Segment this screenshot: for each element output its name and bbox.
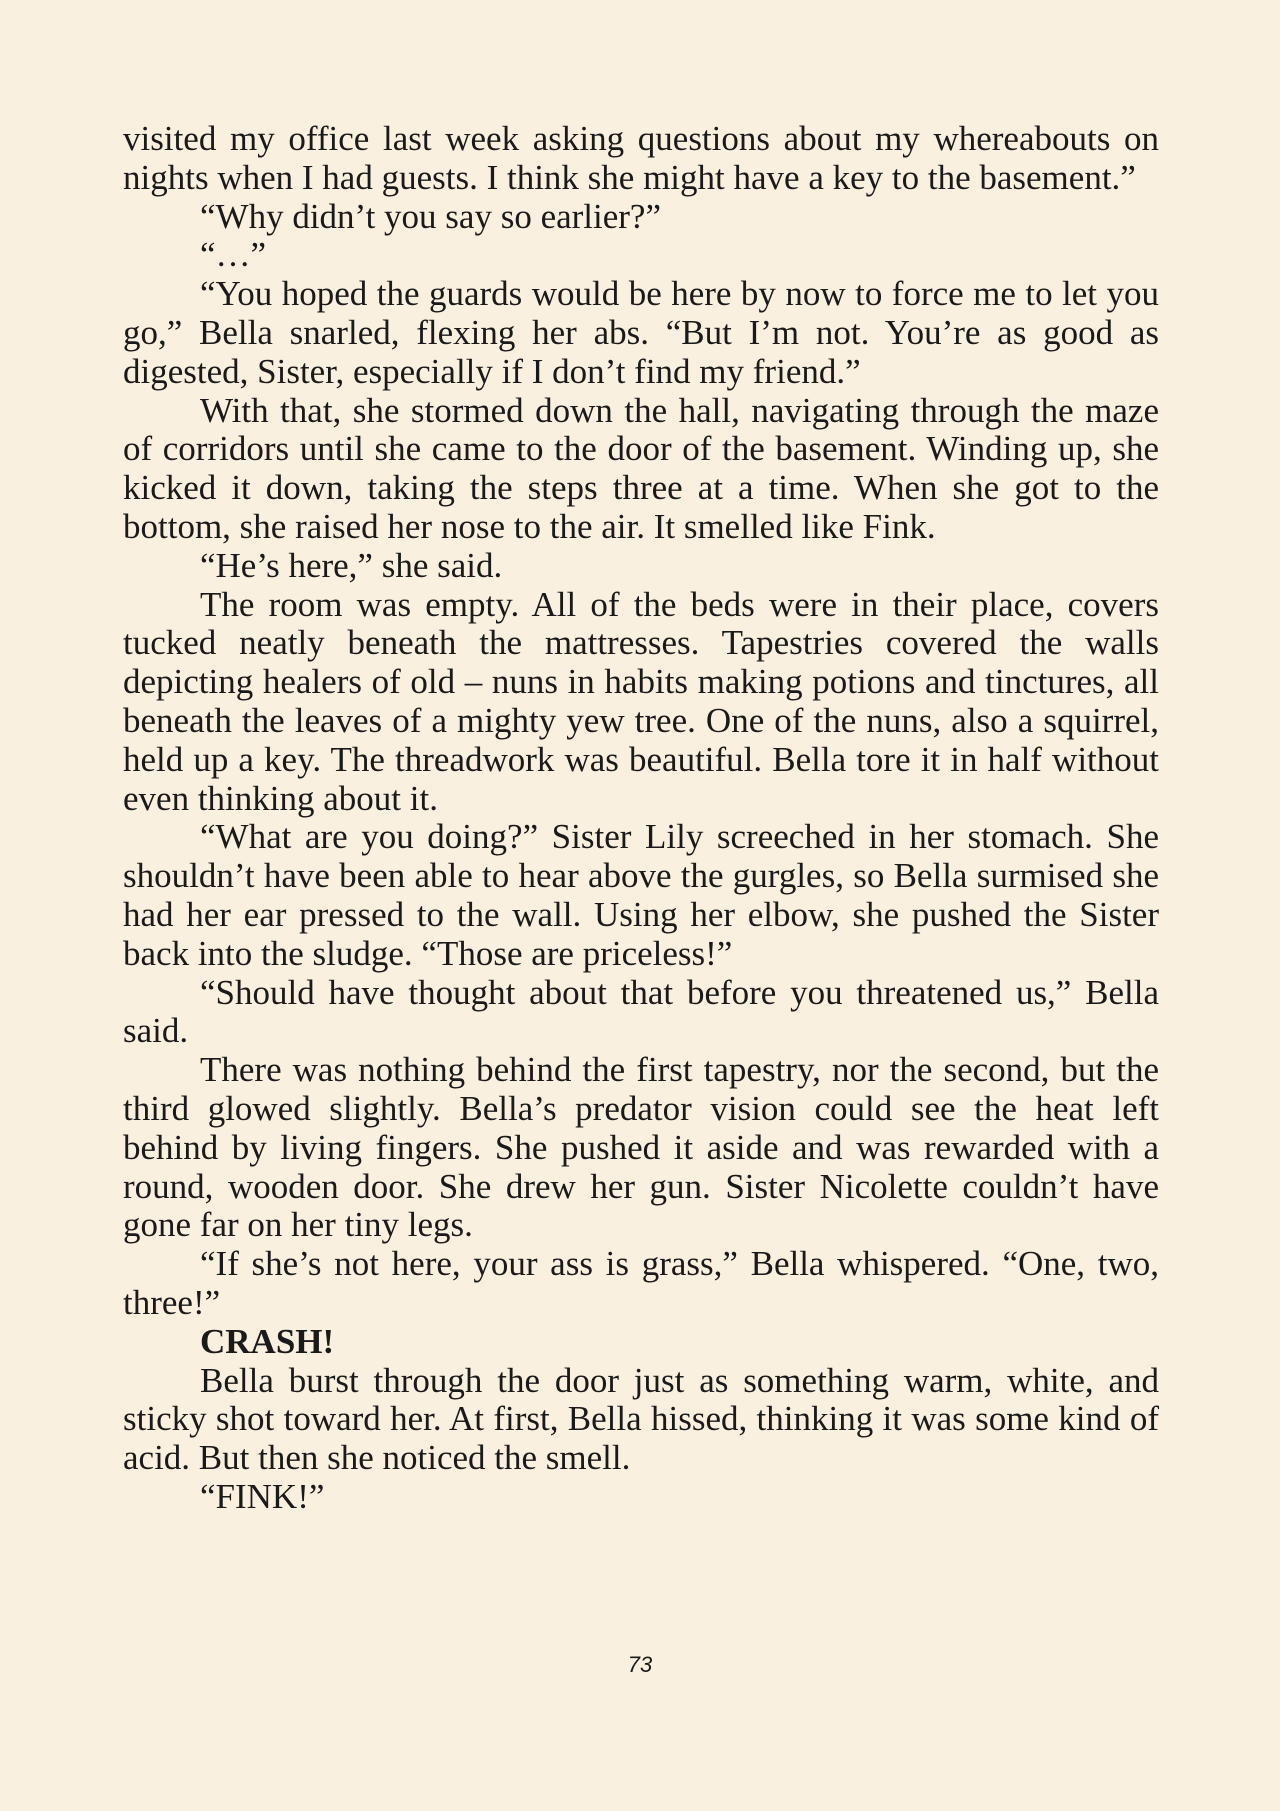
paragraph-continuation: visited my office last week asking questions about my whereabouts on nights when I had guests. I think she might have a key to the basement.” (123, 119, 1159, 197)
paragraph: “You hoped the guards would be here by now to force me to let you go,” Bella snarled, flexing her abs. “But I’m not. You’re as good as digested, Sister, especially if I don’t find my friend.” (123, 274, 1159, 391)
paragraph-dialogue: “FINK!” (200, 1476, 325, 1516)
body-text (123, 120, 1159, 1517)
paragraph-dialogue: “He’s here,” she said. (200, 545, 503, 585)
paragraph: There was nothing behind the first tapestry, nor the second, but the third glowed slightly. Bella’s predator vision could see the heat left behind by living fingers. She pushed it aside and was rewarded with a round, wooden door. She drew her gun. Sister Nicolette couldn’t have gone far on her tiny legs. (123, 1050, 1159, 1245)
paragraph: “What are you doing?” Sister Lily screeched in her stomach. She shouldn’t have been able to hear above the gurgles, so Bella surmised she had her ear pressed to the wall. Using her elbow, she pushed the Sister back into the sludge. “Those are priceless!” (123, 817, 1159, 973)
paragraph: “Should have thought about that before you threatened us,” Bella said. (123, 972, 1159, 1051)
paragraph: With that, she stormed down the hall, navigating through the maze of corridors until she came to the door of the basement. Winding up, she kicked it down, taking the steps three at a time. When she got to the bottom, she raised her nose to the air. It smelled like Fink. (123, 390, 1159, 546)
paragraph: “If she’s not here, your ass is grass,” Bella whispered. “One, two, three!” (123, 1244, 1159, 1322)
page-number: 73 (627, 1652, 653, 1677)
sound-effect-heading: CRASH! (200, 1321, 335, 1361)
paragraph-ellipsis: “…” (200, 235, 267, 275)
paragraph-dialogue: “Why didn’t you say so earlier?” (200, 196, 661, 236)
paragraph: The room was empty. All of the beds were in their place, covers tucked neatly beneath the mattresses. Tapestries covered the walls depicting healers of old – nuns in habits making potions and tinctures, all beneath the leaves of a mighty yew tree. One of the nuns, also a squirrel, held up a key. The threadwork was beautiful. Bella tore it in half without even thinking about it. (123, 584, 1159, 818)
paragraph: Bella burst through the door just as something warm, white, and sticky shot toward her. At first, Bella hissed, thinking it was some kind of acid. But then she noticed the smell. (123, 1360, 1159, 1478)
